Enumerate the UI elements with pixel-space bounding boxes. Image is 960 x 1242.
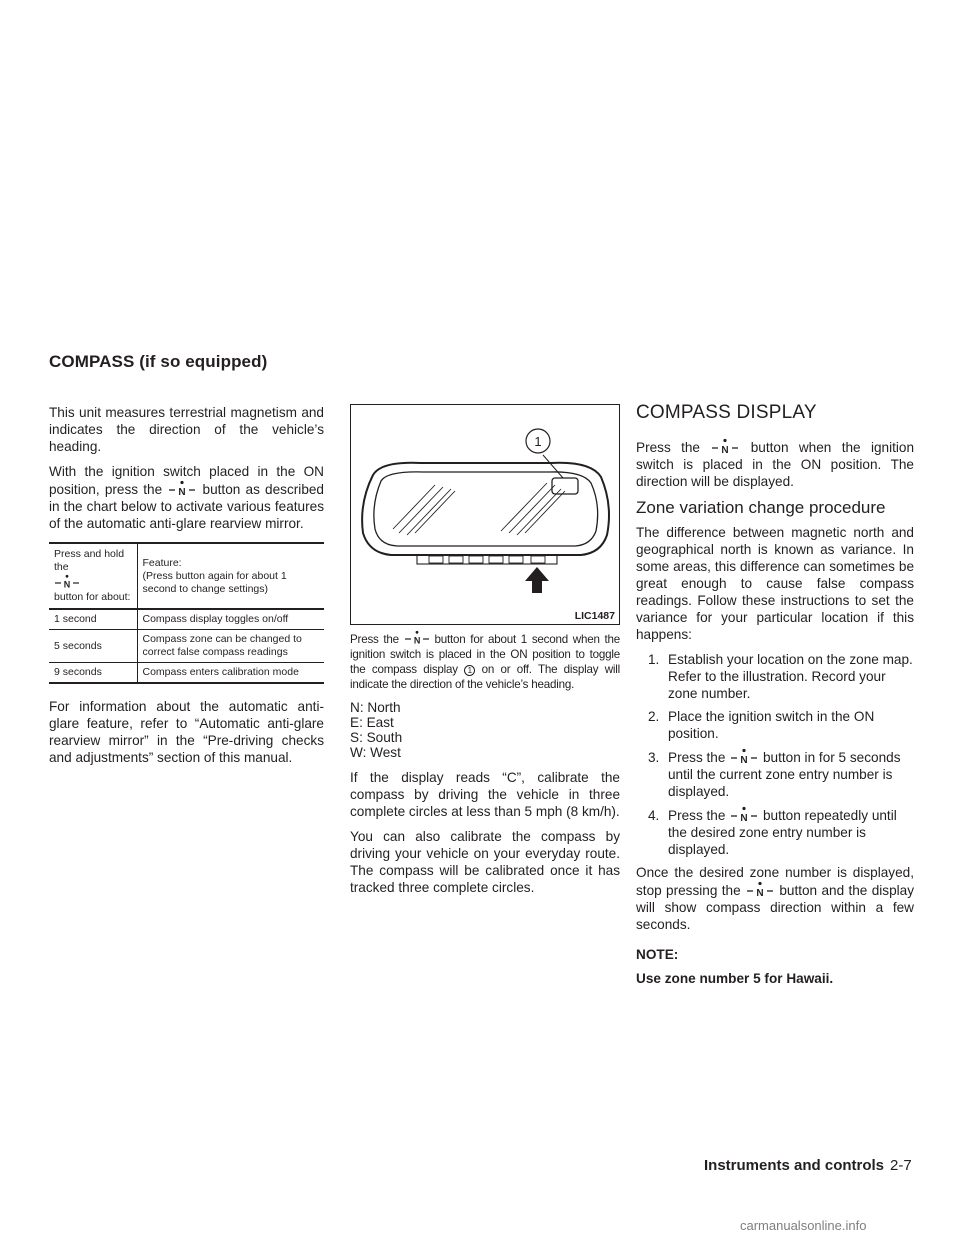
svg-text:N: N	[740, 755, 748, 766]
compass-display-paragraph	[636, 438, 914, 490]
table-header-row	[49, 543, 324, 609]
table-cell-time: 1 second	[49, 609, 137, 630]
list-item	[636, 651, 914, 702]
list-item: E: East	[350, 715, 394, 730]
ignition-text-a: With the ignition switch placed in the ON position, press the	[49, 464, 324, 497]
left-column	[49, 404, 324, 774]
table-header-feature-a: Feature:	[142, 556, 182, 569]
step-number: 3.	[648, 750, 660, 765]
compass-button-icon	[745, 881, 775, 899]
step-text-b: button in for 5 seconds until the current zone entry number is displayed.	[668, 750, 901, 799]
step-number: 1.	[648, 652, 660, 667]
rearview-mirror-figure	[350, 404, 620, 625]
list-item: S: South	[350, 730, 403, 745]
zone-variation-heading: Zone variation change procedure	[636, 498, 886, 517]
compass-button-icon	[404, 630, 430, 646]
ignition-paragraph	[49, 463, 324, 532]
step-number: 2.	[648, 709, 660, 724]
stop-text-a: Once the desired zone number is displayed, stop pressing the	[636, 865, 914, 898]
table-cell-feature: Compass zone can be changed to correct false compass readings	[137, 630, 324, 663]
reference-paragraph: For information about the automatic anti-glare feature, refer to “Automatic anti-glare rearview mirror” in the “Pre-driving checks and adjustments” section of this manual.	[49, 699, 324, 765]
list-item	[636, 748, 914, 800]
list-item	[636, 806, 914, 858]
display-text-a: Press the	[636, 440, 700, 455]
figure-code: LIC1487	[574, 610, 615, 622]
variance-paragraph: The difference between magnetic north and geographical north is known as variance. In some areas, this difference can sometimes be great enough to cause false compass readings. Follow these instructions to set the variance for your particular location if this happens:	[636, 525, 914, 642]
callout-circle-number: 1	[464, 665, 475, 676]
list-item: N: North	[350, 700, 401, 715]
step-number: 4.	[648, 808, 660, 823]
section-title: COMPASS (if so equipped)	[49, 352, 268, 371]
table-header-feature	[137, 543, 324, 609]
table-header-feature-b: (Press button again for about 1 second to change settings)	[142, 569, 287, 595]
table-cell-time: 5 seconds	[49, 630, 137, 663]
table-cell-feature: Compass enters calibration mode	[137, 663, 324, 684]
step-text: Establish your location on the zone map. Refer to the illustration. Record your zone number.	[668, 652, 913, 701]
step-text-b: button repeatedly until the desired zone entry number is displayed.	[668, 808, 897, 857]
figure-caption	[350, 630, 620, 692]
note-label: NOTE:	[636, 947, 679, 962]
everyday-route-paragraph: You can also calibrate the compass by driving your vehicle on your everyday route. The compass will be calibrated once it has tracked three complete circles.	[350, 829, 620, 895]
compass-display-heading: COMPASS DISPLAY	[636, 402, 817, 423]
svg-text:N: N	[740, 813, 748, 824]
svg-text:N: N	[756, 888, 764, 899]
list-item: W: West	[350, 745, 401, 760]
compass-button-icon	[729, 748, 759, 766]
table-header-time	[49, 543, 137, 609]
svg-text:N: N	[178, 487, 186, 498]
zone-steps-list	[636, 651, 914, 858]
compass-button-icon	[729, 806, 759, 824]
table-header-time-b: button for about:	[54, 591, 131, 603]
svg-text:N: N	[413, 635, 420, 646]
caption-text-b: button for about 1 second when the ignition switch is placed in the ON position to toggle the compass display	[350, 633, 620, 676]
footer-section-name: Instruments and controls	[704, 1157, 885, 1174]
watermark: carmanualsonline.info	[740, 1218, 867, 1233]
stop-pressing-paragraph	[636, 864, 914, 933]
intro-paragraph: This unit measures terrestrial magnetism and indicates the direction of the vehicle’s heading.	[49, 405, 324, 454]
stop-text-b: button and the display will show compass direction within a few seconds.	[636, 883, 915, 932]
page-footer	[704, 1157, 912, 1174]
step-text: Press the	[668, 808, 726, 823]
step-text: Press the	[668, 750, 726, 765]
table-cell-feature: Compass display toggles on/off	[137, 609, 324, 630]
step-text: Place the ignition switch in the ON position.	[668, 709, 875, 741]
calibrate-paragraph: If the display reads “C”, calibrate the compass by driving the vehicle in three complete circles at less than 5 mph (8 km/h).	[350, 770, 620, 819]
table-cell-time: 9 seconds	[49, 663, 137, 684]
display-text-b: button when the ignition switch is placed in the ON position. The direction will be displayed.	[636, 440, 915, 489]
caption-text-c: on or off. The display will indicate the direction of the vehicle’s heading.	[350, 663, 620, 691]
compass-button-icon	[710, 438, 740, 456]
table-header-time-a: Press and hold the	[54, 548, 125, 573]
table-row	[49, 663, 324, 684]
table-row	[49, 609, 324, 630]
rearview-mirror-illustration	[351, 405, 619, 624]
caption-text-a: Press the	[350, 633, 399, 646]
table-row	[49, 630, 324, 663]
compass-button-icon	[54, 574, 80, 590]
page-number: 2-7	[890, 1157, 912, 1174]
note-text: Use zone number 5 for Hawaii.	[636, 971, 834, 986]
direction-list	[350, 700, 620, 760]
right-column	[636, 404, 914, 986]
list-item	[636, 708, 914, 742]
svg-text:N: N	[721, 445, 729, 456]
compass-feature-table	[49, 542, 324, 684]
svg-text:N: N	[63, 579, 71, 590]
middle-column	[350, 404, 620, 904]
figure-callout-number: 1	[534, 434, 542, 449]
ignition-text-b: button as described in the chart below to activate various features of the automatic anti-glare rearview mirror.	[49, 482, 324, 531]
compass-button-icon	[167, 480, 197, 498]
